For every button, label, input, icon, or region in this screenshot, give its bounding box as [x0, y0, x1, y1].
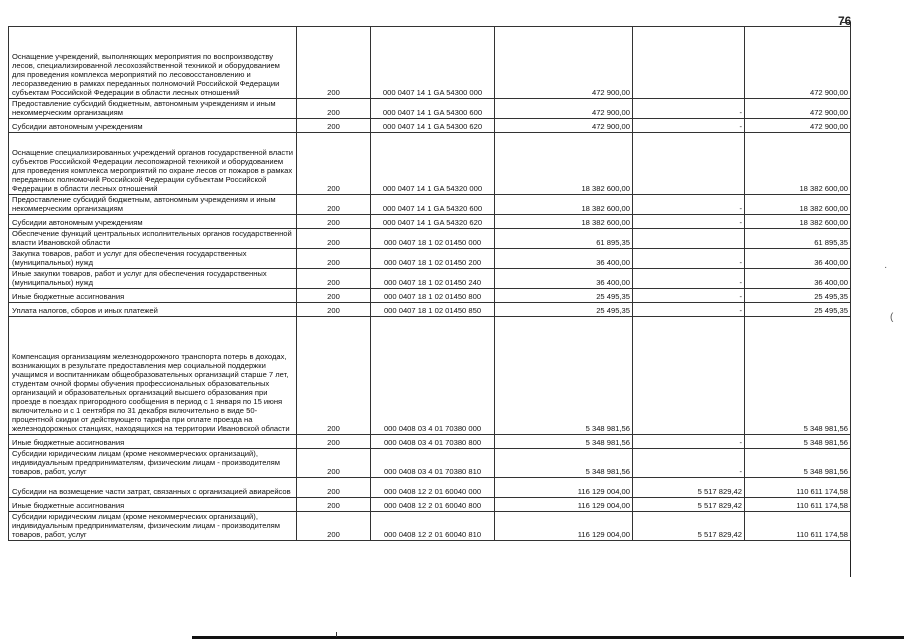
row-admin-code: 200	[297, 133, 371, 195]
table-row	[9, 303, 851, 317]
row-change-amount: -	[633, 215, 745, 229]
table-row	[9, 99, 851, 119]
row-total-amount: 472 900,00	[745, 99, 851, 119]
row-description: Иные закупки товаров, работ и услуг для обеспечения государственных (муниципальных) нужд	[9, 269, 297, 289]
row-change-amount: -	[633, 289, 745, 303]
row-classifier-code: 000 0407 18 1 02 01450 000	[371, 229, 495, 249]
row-approved-amount: 18 382 600,00	[495, 215, 633, 229]
row-total-amount: 36 400,00	[745, 249, 851, 269]
table-row	[9, 269, 851, 289]
row-change-amount: 5 517 829,42	[633, 512, 745, 541]
table-row	[9, 317, 851, 435]
row-classifier-code: 000 0407 14 1 GA 54300 600	[371, 99, 495, 119]
row-description: Компенсация организациям железнодорожного транспорта потерь в доходах, возникающих в результате предоставления мер социальной поддержки учащимся и воспитанникам общеобразовательных организаций старше 7 лет, студентам очной формы обучения профессиональных образовательных организаций и образовательных организаций высшего образования при проезде в поездах пригородного сообщения в период с 1 января по 15 июня включительно и с 1 сентября по 31 декабря включительно в виде 50-процентной скидки от действующего тарифа при оплате проезда на железнодорожных станциях, находящихся на территории Ивановской области	[9, 317, 297, 435]
row-total-amount: 18 382 600,00	[745, 215, 851, 229]
table-row	[9, 249, 851, 269]
table-row	[9, 498, 851, 512]
row-classifier-code: 000 0408 03 4 01 70380 810	[371, 449, 495, 478]
table-row	[9, 289, 851, 303]
row-admin-code: 200	[297, 449, 371, 478]
table-row	[9, 27, 851, 99]
row-approved-amount: 116 129 004,00	[495, 478, 633, 498]
row-change-amount: -	[633, 269, 745, 289]
row-approved-amount: 25 495,35	[495, 303, 633, 317]
row-admin-code: 200	[297, 269, 371, 289]
row-classifier-code: 000 0408 12 2 01 60040 800	[371, 498, 495, 512]
row-change-amount: 5 517 829,42	[633, 498, 745, 512]
row-admin-code: 200	[297, 249, 371, 269]
row-total-amount: 5 348 981,56	[745, 435, 851, 449]
row-classifier-code: 000 0407 14 1 GA 54320 620	[371, 215, 495, 229]
margin-mark: ·	[884, 262, 888, 273]
budget-table-body	[9, 27, 851, 541]
row-description: Субсидии автономным учреждениям	[9, 215, 297, 229]
table-row	[9, 449, 851, 478]
row-description: Иные бюджетные ассигнования	[9, 289, 297, 303]
row-approved-amount: 116 129 004,00	[495, 498, 633, 512]
row-total-amount: 110 611 174,58	[745, 498, 851, 512]
top-rule	[842, 22, 850, 23]
table-row	[9, 195, 851, 215]
row-approved-amount: 5 348 981,56	[495, 317, 633, 435]
row-classifier-code: 000 0407 18 1 02 01450 800	[371, 289, 495, 303]
table-row	[9, 512, 851, 541]
row-admin-code: 200	[297, 498, 371, 512]
margin-mark: (	[890, 312, 894, 323]
row-classifier-code: 000 0408 03 4 01 70380 000	[371, 317, 495, 435]
row-change-amount	[633, 229, 745, 249]
row-change-amount	[633, 27, 745, 99]
row-approved-amount: 61 895,35	[495, 229, 633, 249]
row-classifier-code: 000 0407 18 1 02 01450 240	[371, 269, 495, 289]
row-admin-code: 200	[297, 289, 371, 303]
row-classifier-code: 000 0407 14 1 GA 54300 000	[371, 27, 495, 99]
page-number: 76	[838, 14, 852, 28]
row-admin-code: 200	[297, 229, 371, 249]
row-description: Иные бюджетные ассигнования	[9, 498, 297, 512]
row-approved-amount: 25 495,35	[495, 289, 633, 303]
row-classifier-code: 000 0408 03 4 01 70380 800	[371, 435, 495, 449]
row-classifier-code: 000 0407 14 1 GA 54320 600	[371, 195, 495, 215]
row-approved-amount: 18 382 600,00	[495, 195, 633, 215]
row-classifier-code: 000 0407 14 1 GA 54300 620	[371, 119, 495, 133]
row-approved-amount: 18 382 600,00	[495, 133, 633, 195]
row-total-amount: 61 895,35	[745, 229, 851, 249]
row-change-amount: -	[633, 195, 745, 215]
row-change-amount: -	[633, 303, 745, 317]
row-description: Предоставление субсидий бюджетным, автономным учреждениям и иным некоммерческим организациям	[9, 99, 297, 119]
row-total-amount: 25 495,35	[745, 303, 851, 317]
row-change-amount: -	[633, 449, 745, 478]
row-total-amount: 110 611 174,58	[745, 512, 851, 541]
row-total-amount: 5 348 981,56	[745, 449, 851, 478]
row-approved-amount: 36 400,00	[495, 269, 633, 289]
row-admin-code: 200	[297, 478, 371, 498]
row-change-amount	[633, 317, 745, 435]
row-description: Предоставление субсидий бюджетным, автономным учреждениям и иным некоммерческим организациям	[9, 195, 297, 215]
row-approved-amount: 36 400,00	[495, 249, 633, 269]
bottom-scan-tick	[336, 632, 337, 637]
bottom-scan-bar	[192, 636, 904, 639]
table-row	[9, 435, 851, 449]
row-approved-amount: 472 900,00	[495, 119, 633, 133]
row-classifier-code: 000 0407 18 1 02 01450 200	[371, 249, 495, 269]
row-admin-code: 200	[297, 435, 371, 449]
row-description: Оснащение специализированных учреждений органов государственной власти субъектов Российской Федерации лесопожарной техникой и оборудованием для проведения комплекса мероприятий по охране лесов от пожаров в рамках переданных полномочий Российской Федерации субъектам Российской Федерации в области лесных отношений	[9, 133, 297, 195]
row-total-amount: 18 382 600,00	[745, 195, 851, 215]
row-description: Иные бюджетные ассигнования	[9, 435, 297, 449]
row-admin-code: 200	[297, 512, 371, 541]
row-change-amount: -	[633, 435, 745, 449]
table-row	[9, 119, 851, 133]
table-row	[9, 133, 851, 195]
row-change-amount: -	[633, 249, 745, 269]
row-classifier-code: 000 0407 14 1 GA 54320 000	[371, 133, 495, 195]
row-admin-code: 200	[297, 119, 371, 133]
row-description: Оснащение учреждений, выполняющих мероприятия по воспроизводству лесов, специализированной лесохозяйственной техникой и оборудованием для проведения комплекса мероприятий по лесовосстановлению и лесоразведению в рамках переданных полномочий Российской Федерации субъектам Российской Федерации в области лесных отношений	[9, 27, 297, 99]
row-description: Субсидии юридическим лицам (кроме некоммерческих организаций), индивидуальным предпринимателям, физическим лицам - производителям товаров, работ, услуг	[9, 449, 297, 478]
row-total-amount: 472 900,00	[745, 119, 851, 133]
row-approved-amount: 5 348 981,56	[495, 435, 633, 449]
row-description: Закупка товаров, работ и услуг для обеспечения государственных (муниципальных) нужд	[9, 249, 297, 269]
row-total-amount: 472 900,00	[745, 27, 851, 99]
row-admin-code: 200	[297, 317, 371, 435]
row-admin-code: 200	[297, 303, 371, 317]
row-total-amount: 110 611 174,58	[745, 478, 851, 498]
row-admin-code: 200	[297, 215, 371, 229]
row-classifier-code: 000 0408 12 2 01 60040 000	[371, 478, 495, 498]
row-total-amount: 5 348 981,56	[745, 317, 851, 435]
row-description: Уплата налогов, сборов и иных платежей	[9, 303, 297, 317]
row-change-amount: -	[633, 119, 745, 133]
row-admin-code: 200	[297, 195, 371, 215]
row-approved-amount: 116 129 004,00	[495, 512, 633, 541]
row-total-amount: 18 382 600,00	[745, 133, 851, 195]
row-approved-amount: 472 900,00	[495, 99, 633, 119]
row-description: Субсидии на возмещение части затрат, связанных с организацией авиарейсов	[9, 478, 297, 498]
row-total-amount: 36 400,00	[745, 269, 851, 289]
row-admin-code: 200	[297, 27, 371, 99]
row-change-amount: -	[633, 99, 745, 119]
table-row	[9, 215, 851, 229]
row-change-amount	[633, 133, 745, 195]
row-description: Обеспечение функций центральных исполнительных органов государственной власти Ивановской области	[9, 229, 297, 249]
row-approved-amount: 472 900,00	[495, 27, 633, 99]
row-description: Субсидии юридическим лицам (кроме некоммерческих организаций), индивидуальным предпринимателям, физическим лицам - производителям товаров, работ, услуг	[9, 512, 297, 541]
row-admin-code: 200	[297, 99, 371, 119]
row-approved-amount: 5 348 981,56	[495, 449, 633, 478]
row-classifier-code: 000 0408 12 2 01 60040 810	[371, 512, 495, 541]
budget-table	[8, 26, 851, 541]
row-change-amount: 5 517 829,42	[633, 478, 745, 498]
table-row	[9, 478, 851, 498]
row-total-amount: 25 495,35	[745, 289, 851, 303]
row-classifier-code: 000 0407 18 1 02 01450 850	[371, 303, 495, 317]
row-description: Субсидии автономным учреждениям	[9, 119, 297, 133]
table-row	[9, 229, 851, 249]
